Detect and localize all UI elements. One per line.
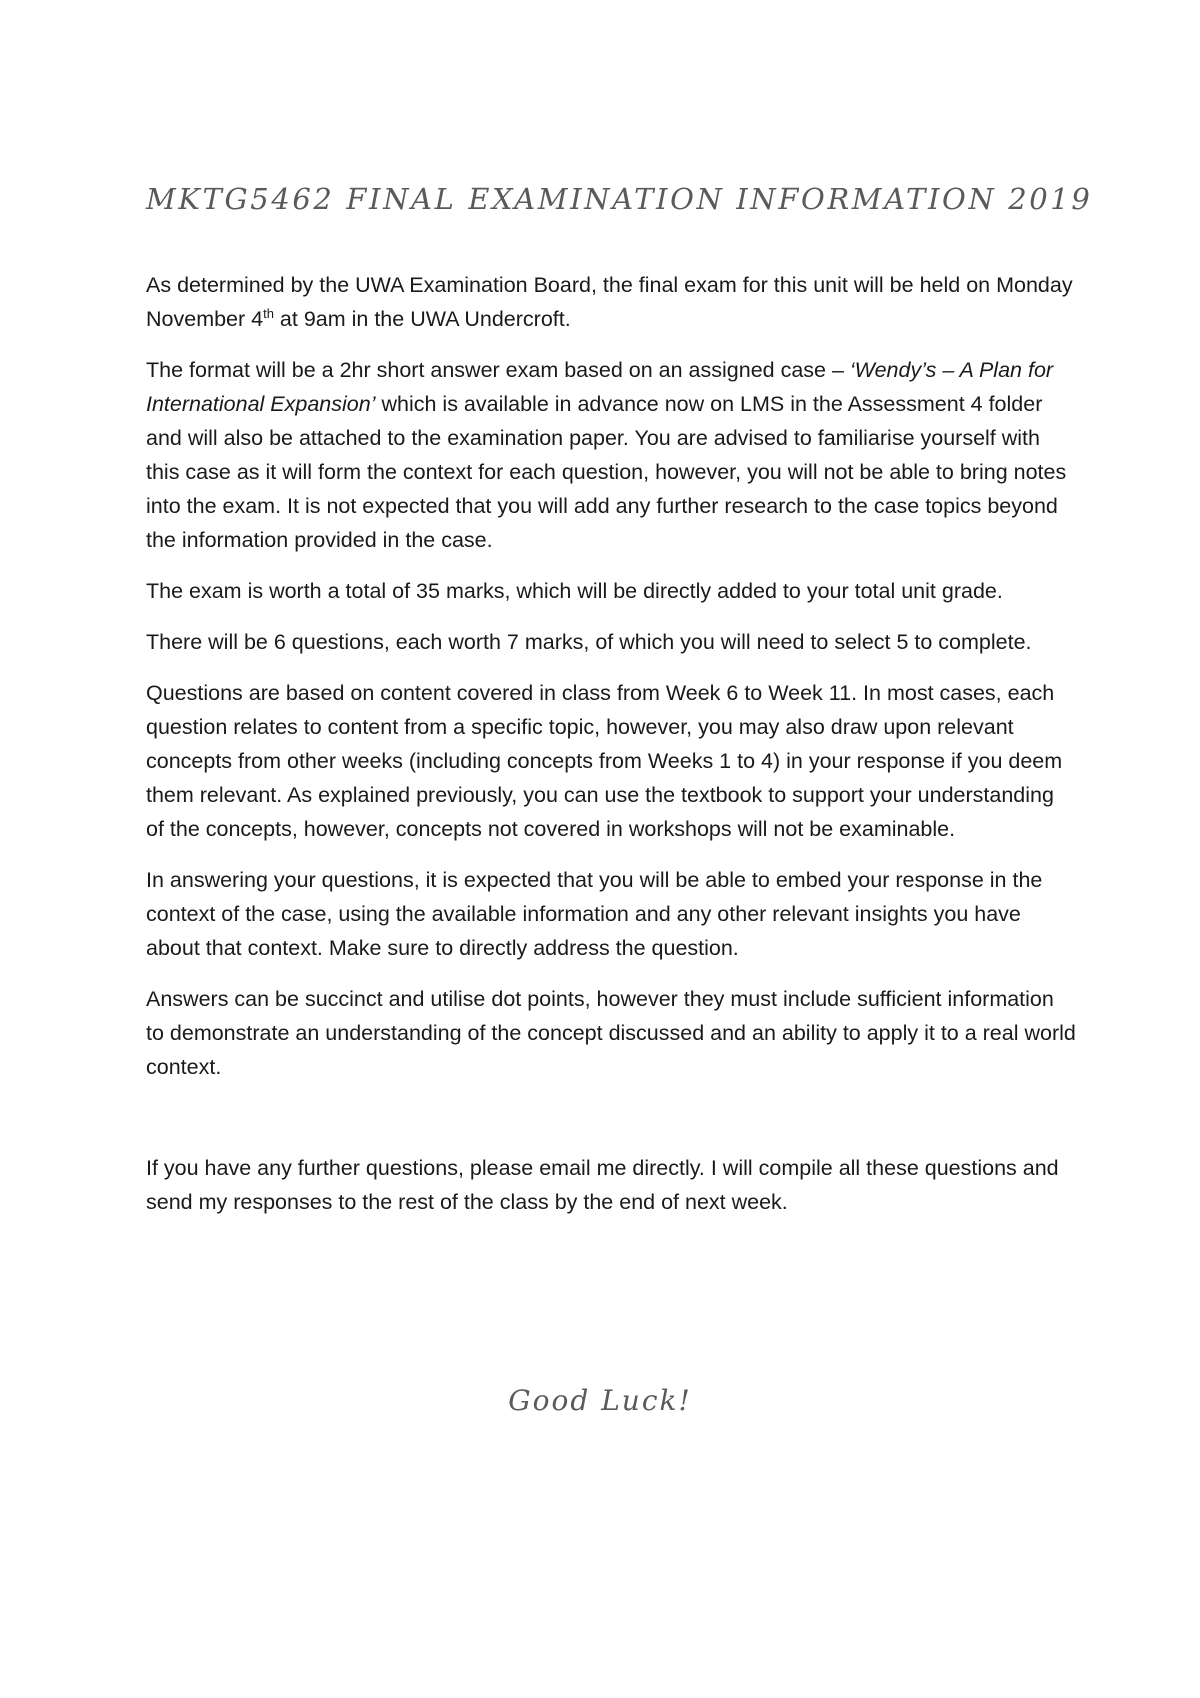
paragraph-exam-format bbox=[146, 353, 1076, 557]
exam-date-text: As determined by the UWA Examination Board, the final exam for this unit will be held on Monday November 4 bbox=[146, 273, 1073, 331]
paragraph-answer-format: Answers can be succinct and utilise dot points, however they must include sufficient information to demonstrate an understanding of the concept discussed and an ability to apply it to a real world context. bbox=[146, 987, 1076, 1079]
paragraph-exam-date bbox=[146, 268, 1076, 336]
exam-format-details: which is available in advance now on LMS in the Assessment 4 folder and will also be attached to the examination paper. You are advised to familiarise yourself with this case as it will form the context for each question, however, you will not be able to bring notes into the exam. It is not expected that you will add any further research to the case topics beyond the information provided in the case. bbox=[146, 392, 1067, 552]
document-body bbox=[146, 268, 1076, 1236]
case-title: ‘Wendy’s – A Plan for International Expansion’ bbox=[146, 358, 1054, 416]
exam-location-text: at 9am in the UWA Undercroft. bbox=[273, 307, 571, 331]
document-title: MKTG5462 FINAL EXAMINATION INFORMATION 2019 bbox=[146, 182, 1093, 216]
paragraph-question-content: Questions are based on content covered in class from Week 6 to Week 11. In most cases, each question relates to content from a specific topic, however, you may also draw upon relevant concepts from other weeks (including concepts from Weeks 1 to 4) in your response if you deem them relevant. As explained previously, you can use the textbook to support your understanding of the concepts, however, concepts not covered in workshops will not be examinable. bbox=[146, 681, 1063, 841]
paragraph-answer-context: In answering your questions, it is expected that you will be able to embed your response in the context of the case, using the available information and any other relevant insights you have about that context. Make sure to directly address the question. bbox=[146, 868, 1043, 960]
paragraph-exam-marks: The exam is worth a total of 35 marks, which will be directly added to your total unit grade. bbox=[146, 579, 1003, 603]
paragraph-question-count: There will be 6 questions, each worth 7 marks, of which you will need to select 5 to complete. bbox=[146, 630, 1032, 654]
closing-message: Good Luck! bbox=[508, 1384, 692, 1417]
ordinal-suffix: th bbox=[263, 306, 274, 321]
exam-format-text: The format will be a 2hr short answer exam based on an assigned case – bbox=[146, 358, 850, 382]
paragraph-further-questions: If you have any further questions, please email me directly. I will compile all these questions and send my responses to the rest of the class by the end of next week. bbox=[146, 1156, 1059, 1214]
